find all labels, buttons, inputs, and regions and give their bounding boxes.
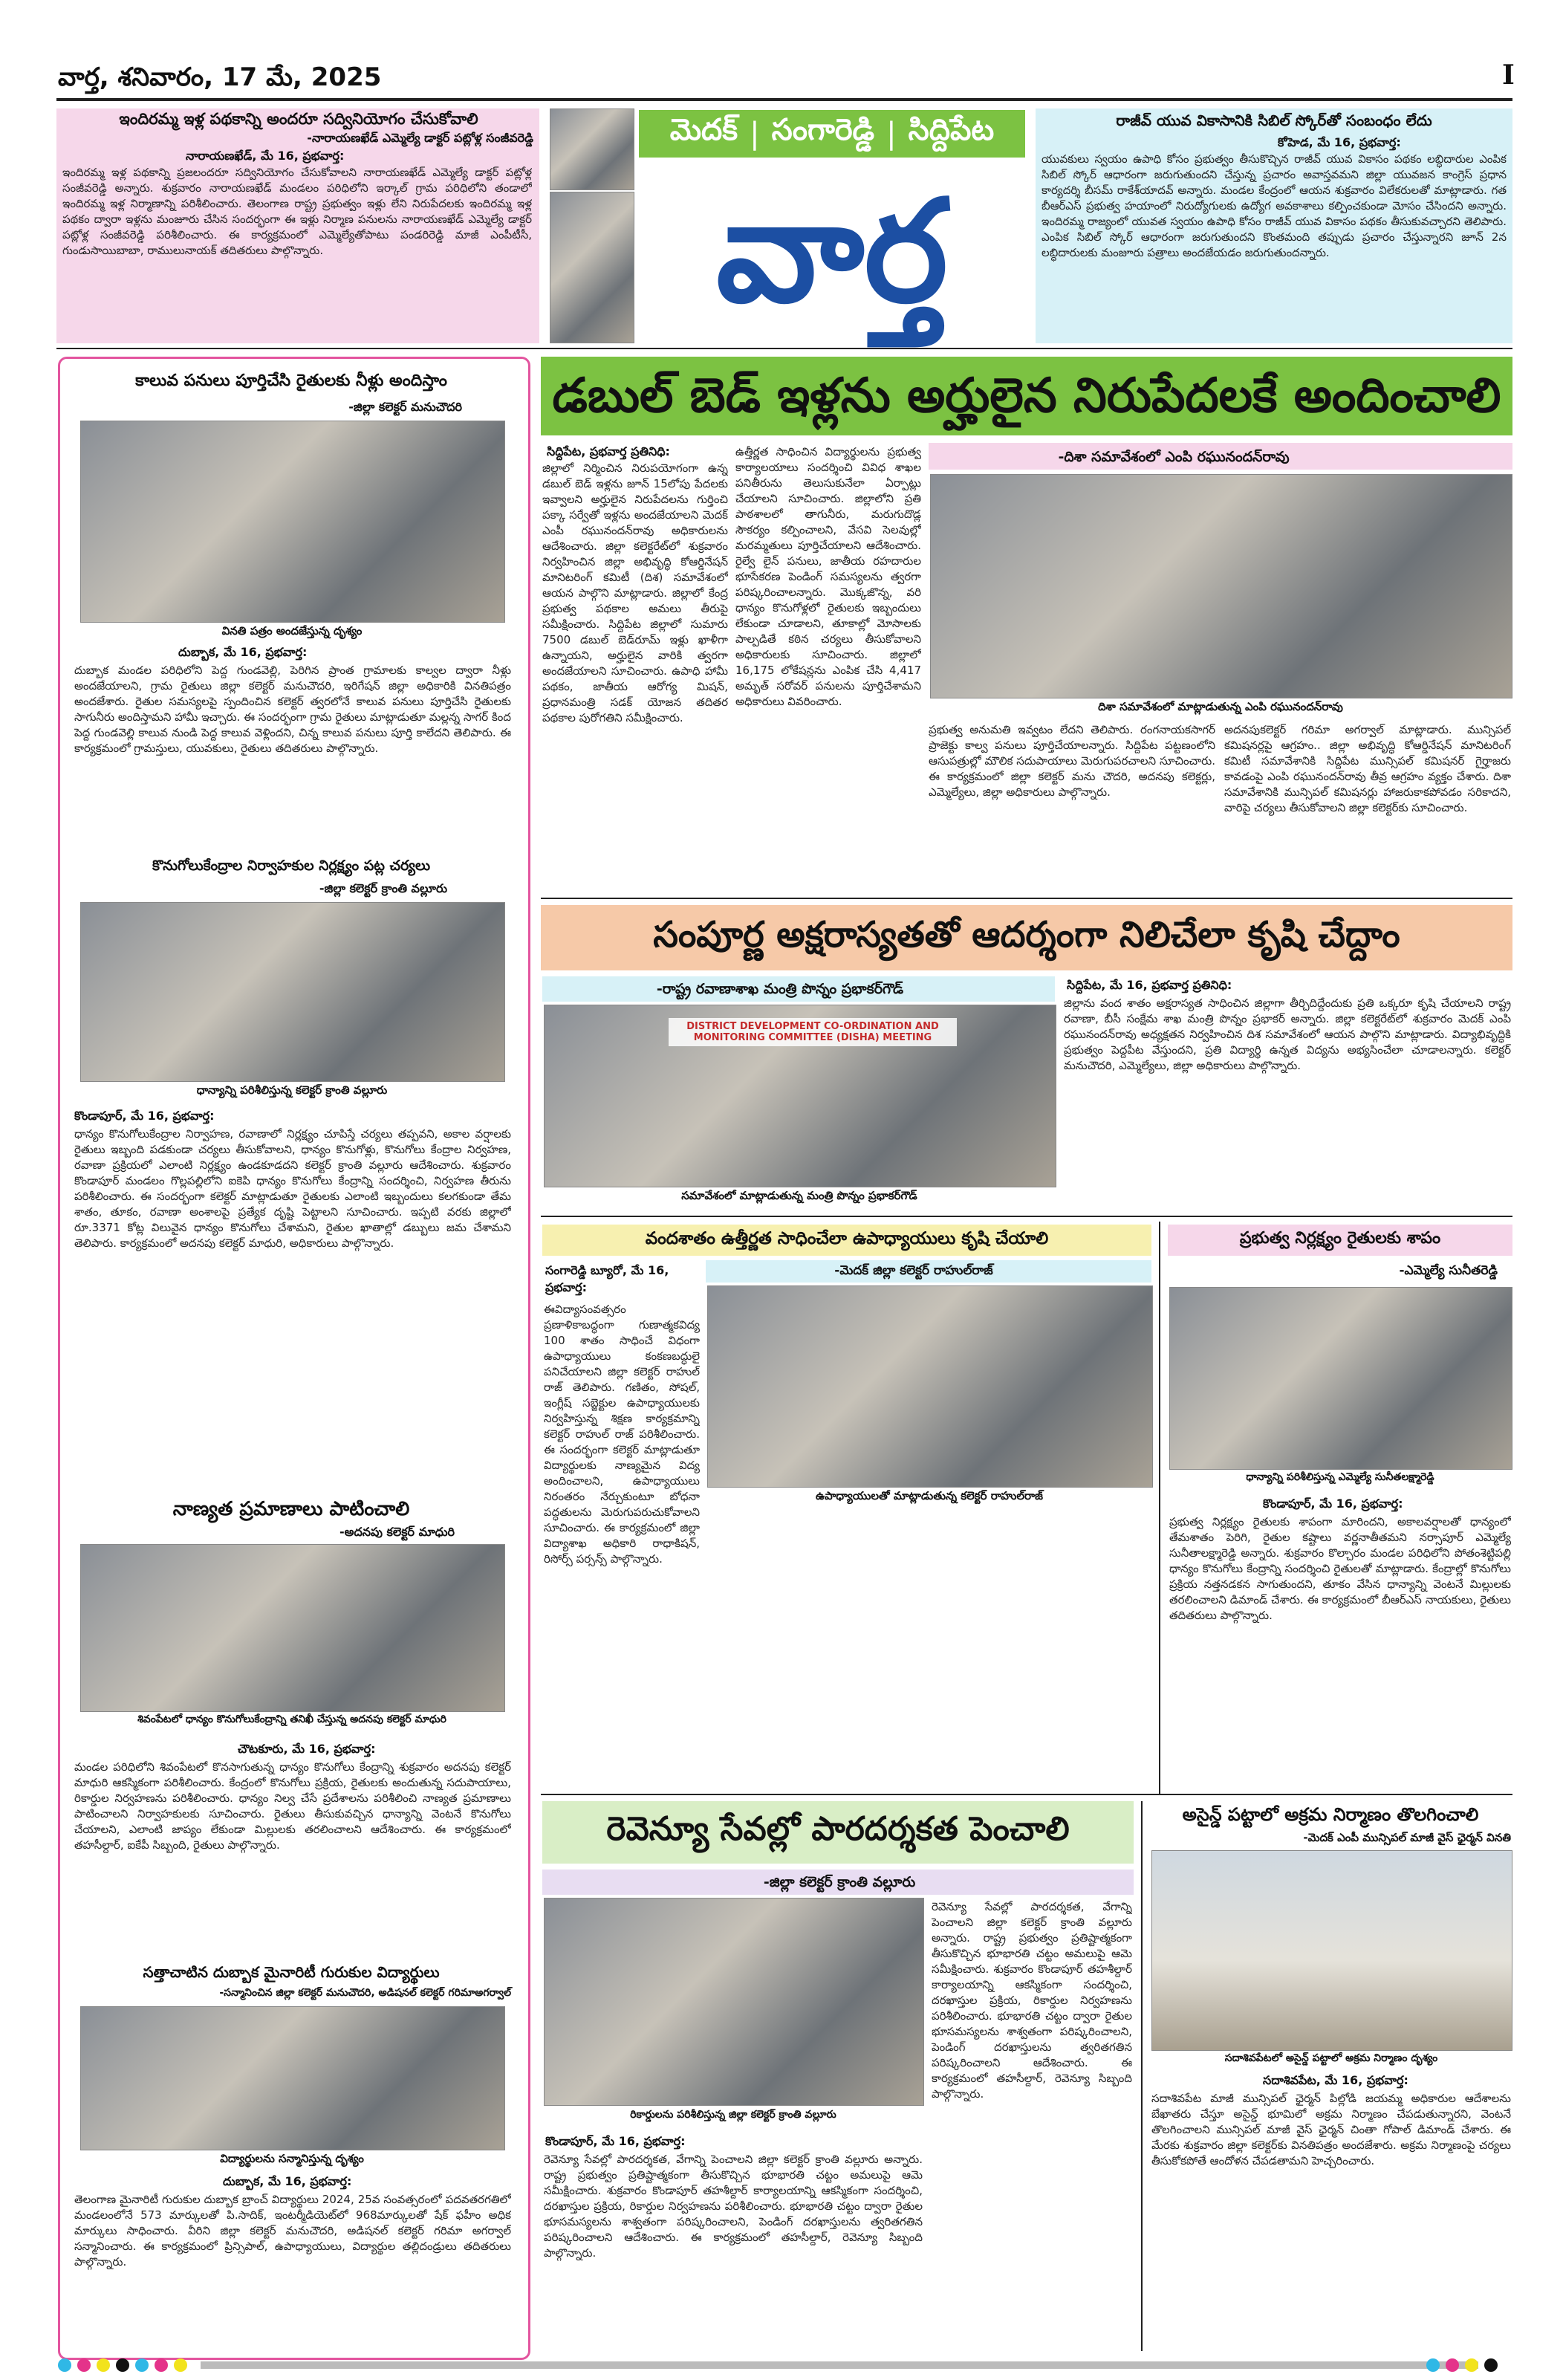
story1-headline: ఇందిరమ్మ ఇళ్ల పథకాన్ని అందరూ సద్వినియోగం చేసుకోవాలి [119,110,478,128]
reg-dot-yellow-2 [174,2358,187,2372]
left2-text: ధాన్యం కొనుగోలుకేంద్రాల నిర్వాహణ, రవాణాలో నిర్లక్ష్యం చూపిస్తే చర్యలు తప్పవని, అకాల వర్షాలకు రైతులు ఇబ్బంది పడకుండా చర్యలు తీసుకోవాలని, ధాన్యం కొనుగోళ్లు, కొనుగోలు కేంద్రాల నిర్వహణ, రవాణా ప్రక్రియలో ఎలాంటి నిర్లక్ష్యం ఉండకూడదని కలెక్టర్ క్రాంతి వల్లూరు ఆదేశించారు. శుక్రవారం కొండాపూర్ మండలం గొల్లపల్లిలోని ఐకెపి ధాన్యం కొనుగోలు కేంద్రాన్ని సందర్శించి, నిర్వహణ తీరును పరిశీలించారు. ఈ సందర్భంగా కలెక్టర్ మాట్లాడుతూ రైతులకు ఎలాంటి ఇబ్బందులు కలగకుండా తేమ శాతం, తూకం, రవాణా అంశాలపై ప్రత్యేక దృష్టి పెట్టాలని సూచించారు. ఇప్పటి వరకు జిల్లాలో రూ.3371 కోట్ల విలువైన ధాన్యం కొనుగోలు చేశామని, రైతుల ఖాతాల్లో డబ్బులు జమ చేశామని తెలిపారు. కార్యక్రమంలో అదనపు కలెక్టర్ మాధురి, అధికారులు పాల్గొన్నారు. [74,1127,511,1250]
story2-dateline: కోహెడ, మే 16, ప్రభ‌వార్త: [1278,135,1401,149]
lead-col1: జిల్లాలో నిర్మించిన నిరుపయోగంగా ఉన్న డబుల్ బెడ్ ఇళ్లను జూన్ 15లోపు పేదలకు ఇవ్వాలని అర్హులైన నిరుపేదలను గుర్తించి పక్కా సర్వేతో ఇళ్లను అందజేయాలని మెదక్ ఎంపీ రఘునందన్‌రావు అధికారులను ఆదేశించారు. జిల్లా కలెక్టరేట్‌లో శుక్రవారం నిర్వహించిన జిల్లా అభివృద్ధి కోఆర్డినేషన్ మానిటరింగ్ కమిటీ (దిశ) సమావేశంలో ఆయన పాల్గొని మాట్లాడారు. జిల్లాలో కేంద్ర ప్రభుత్వ పథకాల అమలు తీరుపై సమీక్షించారు. సిద్దిపేట జిల్లాలో సుమారు 7500 డబుల్ బెడ్‌రూమ్ ఇళ్లు ఖాళీగా ఉన్నాయని, అర్హులైన వారికి త్వరగా అందజేయాలని సూచించారు. ఉపాధి హామీ పథకం, జాతీయ ఆరోగ్య మిషన్, ప్రధానమంత్రి సడక్ యోజన తదితర పథకాల పురోగతిని సమీక్షించారు. [542,461,728,724]
mid5-headline: అసైన్డ్ పట్టాలో అక్రమ నిర్మాణం తొలగించాలి [1182,1804,1479,1825]
mid-divider-2 [1141,1801,1143,2351]
masthead-logo: వార్త [716,168,948,334]
mid1-dateline: సిద్దిపేట, మే 16, ప్రభ‌వార్త ప్రతినిధి: [1067,978,1232,992]
left2-byline: -జిల్లా కలెక్టర్ క్రాంతి వల్లూరు [319,881,447,895]
mid1-text: జిల్లాను వంద శాతం అక్షరాస్యత సాధించిన జిల్లాగా తీర్చిదిద్దేందుకు ప్రతి ఒక్కరూ కృషి చేయాలని రాష్ట్ర రవాణా, బీసీ సంక్షేమ శాఖ మంత్రి పొన్నం ప్రభాకర్ అన్నారు. జిల్లా కలెక్టరేట్‌లో శుక్రవారం మెదక్ ఎంపి రఘునందన్‌రావు అధ్యక్షతన నిర్వహించిన దిశ సమావేశంలో ఆయన పాల్గొని మాట్లాడారు. విద్యాభివృద్ధికి ప్రభుత్వం పెద్దపీట వేస్తుందని, ప్రతి విద్యార్థి ఉన్నత విద్యను అభ్యసించేలా చూడాలన్నారు. కలెక్టర్ మనుచౌదరి, ఎమ్మెల్యేలు, జిల్లా అధికారులు పాల్గొన్నారు. [1064,996,1511,1072]
mid1-headline: సంపూర్ణ అక్షరాస్యతతో ఆదర్శంగా నిలిచేలా కృషి చేద్దాం [653,914,1400,956]
mid3-text: ప్రభుత్వ నిర్లక్ష్యం రైతులకు శాపంగా మారిందని, అకాలవర్షాలతో ధాన్యంలో తేమశాతం పెరిగి, రైతుల కష్టాలు వర్ణనాతీతమని నర్సాపూర్ ఎమ్మెల్యే సునీతాలక్ష్మారెడ్డి అన్నారు. శుక్రవారం కొల్చారం మండల పరిధిలోని పోతంశెట్టిపల్లి ధాన్యం కొనుగోలు కేంద్రాన్ని సందర్శించి రైతులతో మాట్లాడారు. కేంద్రాల్లో కొనుగోలు ప్రక్రియ నత్తనడకన సాగుతుందని, తూకం వేసిన ధాన్యాన్ని వెంటనే మిల్లులకు తరలించాలని డిమాండ్ చేశారు. ఈ కార్యక్రమంలో బీఆర్ఎస్ నాయకులు, రైతులు తదితరులు పాల్గొన్నారు. [1169,1515,1511,1622]
header-rule [56,98,1512,101]
left1-headline: కాలువ పనులు పూర్తిచేసి రైతులకు నీళ్లు అందిస్తాం [135,372,447,390]
mid5-text: సదాశివపేట మాజీ మున్సిపల్ ఛైర్మన్ పిల్లోడి జయమ్మ అధికారుల ఆదేశాలను బేఖాతరు చేస్తూ అసైన్డ్ భూమిలో అక్రమ నిర్మాణం చేపడుతున్నారని, వెంటనే తొలగించాలని మున్సిపల్ మాజీ వైస్ ఛైర్మన్ చింతా గోపాల్ డిమాండ్ చేశారు. ఈ మేరకు శుక్రవారం జిల్లా కలెక్టర్‌కు వినతిపత్రం అందజేశారు. అక్రమ నిర్మాణంపై చర్యలు తీసుకోకపోతే ఆందోళన చేపడతామని హెచ్చరించారు. [1151,2092,1511,2167]
reg-dot-magenta [77,2358,91,2372]
left2-dateline: కొండాపూర్, మే 16, ప్రభ‌వార్త: [74,1109,215,1123]
left4-dateline: దుబ్బాక, మే 16, ప్రభ‌వార్త: [223,2174,352,2188]
reg-dot-magenta-r [1446,2358,1459,2372]
mid4-text: రెవెన్యూ సేవల్లో పారదర్శకత, వేగాన్ని పెంచాలని జిల్లా కలెక్టర్ క్రాంతి వల్లూరు అన్నారు. రాష్ట్ర ప్రభుత్వం ప్రతిష్టాత్మకంగా తీసుకొచ్చిన భూభారతి చట్టం అమలుపై ఆమె సమీక్షించారు. శుక్రవారం కొండాపూర్ తహశీల్దార్ కార్యాలయాన్ని ఆకస్మికంగా సందర్శించి, దరఖాస్తుల ప్రక్రియ, రికార్డుల నిర్వహణను పరిశీలించారు. భూభారతి చట్టం ద్వారా రైతుల భూసమస్యలను శాశ్వతంగా పరిష్కరించాలని, పెండింగ్ దరఖాస్తులను త్వరితగతిన పరిష్కరించాలని ఆదేశించారు. ఈ కార్యక్రమంలో తహసీల్దార్, రెవెన్యూ సిబ్బంది పాల్గొన్నారు. [544,2153,923,2260]
mid5-caption: సదాశివపేటలో అసైన్డ్ పట్టాలో అక్రమ నిర్మాణం దృశ్యం [1224,2052,1438,2064]
mid1-rule [541,1216,1512,1217]
mid2-headline: వందశాతం ఉత్తీర్ణత సాధించేలా ఉపాధ్యాయులు కృషి చేయాలి [645,1229,1049,1248]
left1-byline: -జిల్లా కలెక్టర్ మనుచౌదరి [348,400,462,414]
lead-rule [541,898,1512,899]
left4-headline: సత్తాచాటిన దుబ్బాక మైనారిటీ గురుకుల విద్యార్థులు [143,1963,440,1981]
mid1-photo-banner: DISTRICT DEVELOPMENT CO-ORDINATION AND MONITORING COMMITTEE (DISHA) MEETING [669,1018,957,1046]
left3-caption: శివంపేటలో ధాన్యం కొనుగోలుకేంద్రాన్ని తనిఖీ చేస్తున్న అదనపు కలెక్టర్ మాధురి [137,1713,446,1725]
mid4-dateline: కొండాపూర్, మే 16, ప్రభ‌వార్త: [545,2134,686,2148]
mid1-byline: -రాష్ట్ర రవాణాశాఖ మంత్రి పొన్నం ప్రభాకర్‌గౌడ్ [656,981,904,997]
left4-text: తెలంగాణ మైనారిటీ గురుకుల దుబ్బాక బ్రాంచ్ విద్యార్థులు 2024, 25వ సంవత్సరంలో పదవతరగతిలో మండలంలోనే 573 మార్కులతో పి.సాదిక్, ఇంటర్మీడియెట్‌లో 968మార్కులతో షేక్ ఫహీం అధిక మార్కులు సాధించారు. వీరిని జిల్లా కలెక్టర్ మనుచౌదరి, అడిషనల్ కలెక్టర్ గరిమా అగర్వాల్ సన్మానించారు. ఈ కార్యక్రమంలో ప్రిన్సిపాల్, ఉపాధ్యాయులు, విద్యార్థుల తల్లిదండ్రులు తదితరులు పాల్గొన్నారు. [74,2193,511,2269]
masthead-photo-1 [550,108,634,190]
left2-caption: ధాన్యాన్ని పరిశీలిస్తున్న కలెక్టర్ క్రాంతి వల్లూరు [196,1083,388,1097]
mid4-photo [544,1898,924,2106]
reg-dot-cyan [58,2358,71,2372]
left1-dateline: దుబ్బాక, మే 16, ప్రభ‌వార్త: [178,645,308,659]
lead-col2: ఉత్తీర్ణత సాధించిన విద్యార్థులను ప్రభుత్వ కార్యాలయాలు సందర్శించి వివిధ శాఖల పనితీరును తెలుసుకునేలా ఏర్పాట్లు చేయాలని సూచించారు. జిల్లాలోని ప్రతి పాఠశాలలో తాగునీరు, మరుగుదొడ్ల సౌకర్యం కల్పించాలని, వేసవి సెలవుల్లో మరమ్మతులు పూర్తిచేయాలని ఆదేశించారు. రైల్వే లైన్ పనులు, జాతీయ రహదారుల భూసేకరణ పెండింగ్ సమస్యలను త్వరగా పరిష్కరించాలన్నారు. మొక్కజొన్న, వరి ధాన్యం కొనుగోళ్లలో రైతులకు ఇబ్బందులు లేకుండా చూడాలని, తూకాల్లో మోసాలకు పాల్పడితే కఠిన చర్యలు తీసుకోవాలని అధికారులకు సూచించారు. జిల్లాలో 16,175 లోకేషన్లను ఎంపిక చేసి 4,417 అమృత్ సరోవర్ పనులను పూర్తిచేశామని అధికారులు వివరించారు. [735,445,921,708]
mid3-caption: ధాన్యాన్ని పరిశీలిస్తున్న ఎమ్మెల్యే సునీతలక్ష్మారెడ్డి [1246,1471,1434,1483]
left3-photo [80,1544,505,1712]
region-banner [639,110,1025,158]
region-sep-1: | [750,117,760,151]
mid3-byline: -ఎమ్మెల్యే సునీతరెడ్డి [1399,1263,1498,1278]
left3-headline: నాణ్యత ప్రమాణాలు పాటించాలి [172,1498,410,1520]
reg-dot-cyan-2 [135,2358,149,2372]
mid3-headline: ప్రభుత్వ నిర్లక్ష్యం రైతులకు శాపం [1239,1229,1441,1248]
masthead-photo-2 [550,192,634,343]
mid5-byline: -మెదక్ ఎంపీ మున్సిపల్ మాజీ వైస్ ఛైర్మన్ వినతి [1303,1831,1511,1844]
mid4-text-b: రెవెన్యూ సేవల్లో పారదర్శకత, వేగాన్ని పెంచాలని జిల్లా కలెక్టర్ క్రాంతి వల్లూరు అన్నారు. రాష్ట్ర ప్రభుత్వం ప్రతిష్టాత్మకంగా తీసుకొచ్చిన భూభారతి చట్టం అమలుపై ఆమె సమీక్షించారు. శుక్రవారం కొండాపూర్ తహశీల్దార్ కార్యాలయాన్ని ఆకస్మికంగా సందర్శించి, దరఖాస్తుల ప్రక్రియ, రికార్డుల నిర్వహణను పరిశీలించారు. భూభారతి చట్టం ద్వారా రైతుల భూసమస్యలను శాశ్వతంగా పరిష్కరించాలని, పెండింగ్ దరఖాస్తులను త్వరితగతిన పరిష్కరించాలని ఆదేశించారు. ఈ కార్యక్రమంలో తహసీల్దార్, రెవెన్యూ సిబ్బంది పాల్గొన్నారు. [932,1900,1132,2101]
reg-dot-black [116,2358,129,2372]
left2-headline: కొనుగోలుకేంద్రాల నిర్వాహకుల నిర్లక్ష్యం పట్ల చర్యలు [152,857,431,874]
footer-bar [201,2361,1478,2369]
left1-photo [80,421,505,623]
left1-caption: వినతి పత్రం అందజేస్తున్న దృశ్యం [221,624,363,638]
mid2-photo [707,1285,1153,1488]
mid1-caption: సమావేశంలో మాట్లాడుతున్న మంత్రి పొన్నం ప్రభాకర్‌గౌడ్ [681,1189,917,1202]
lead-photo [930,474,1512,698]
story1-dateline: నారాయణఖేడ్, మే 16, ప్రభ‌వార్త: [186,149,345,163]
mid2-caption: ఉపాధ్యాయులతో మాట్లాడుతున్న కలెక్టర్ రాహుల్‌రాజ్ [815,1489,1044,1502]
mid2-dateline: సంగారెడ్డి బ్యూరో, మే 16, ప్రభ‌వార్త: [545,1263,669,1294]
lead-dateline: సిద్దిపేట, ప్రభ‌వార్త ప్రతినిధి: [547,444,670,458]
header-rule-2 [56,348,1512,349]
region-3: సిద్దిపేట [908,113,995,147]
mid4-headline: రెవెన్యూ సేవల్లో పారదర్శకత పెంచాలి [606,1810,1070,1848]
reg-dot-cyan-r [1426,2358,1440,2372]
lead-col3: ప్రభుత్వ అనుమతి ఇవ్వటం లేదని తెలిపారు. రంగనాయకసాగర్ ప్రాజెక్టు కాల్వ పనులు పూర్తిచేయాలన్నారు. సిద్దిపేట పట్టణంలోని ఆసుపత్రుల్లో మౌలిక సదుపాయాలు మెరుగుపరచాలని సూచించారు. ఈ కార్యక్రమంలో జిల్లా కలెక్టర్ మను చౌదరి, అదనపు కలెక్టర్లు, ఎమ్మెల్యేలు, జిల్లా అధికారులు పాల్గొన్నారు. [929,723,1215,799]
region-2: సంగారెడ్డి [771,113,875,147]
left3-text: మండల పరిధిలోని శివంపేటలో కొనసాగుతున్న ధాన్యం కొనుగోలు కేంద్రాన్ని శుక్రవారం అదనపు కలెక్టర్ మాధురి ఆకస్మికంగా పరిశీలించారు. కేంద్రంలో కొనుగోలు ప్రక్రియ, రైతులకు అందుతున్న సదుపాయాలు, రికార్డుల నిర్వహణను పరిశీలించారు. ధాన్యం నిల్వ చేసే ప్రదేశాలను పరిశీలించి నాణ్యత ప్రమాణాలు పాటించాలని నిర్వాహకులకు సూచించారు. రైతులు తీసుకువచ్చిన ధాన్యాన్ని వెంటనే కొనుగోలు చేయాలని, ఎలాంటి జాప్యం లేకుండా మిల్లులకు తరలించాలని ఆదేశించారు. ఈ కార్యక్రమంలో తహసీల్దార్, ఐకేపీ సిబ్బంది, రైతులు పాల్గొన్నారు. [74,1760,511,1852]
mid4-byline: -జిల్లా కలెక్టర్ క్రాంతి వల్లూరు [763,1874,916,1890]
mid2-rule [541,1794,1512,1795]
mid5-photo [1151,1850,1512,2051]
story2-headline: రాజీవ్ యువ వికాసానికి సిబిల్ స్కోర్‌తో సంబంధం లేదు [1116,111,1432,129]
lead-headline: డబుల్ బెడ్ ఇళ్లను అర్హులైన నిరుపేదలకే అందించాలి [552,369,1501,424]
left4-byline: -సన్మానించిన జిల్లా కలెక్టర్ మనుచౌదరి, అడిషనల్ కలెక్టర్ గరిమాఅగర్వాల్ [219,1987,511,1999]
story2-text: యువకులు స్వయం ఉపాధి కోసం ప్రభుత్వం తీసుకొచ్చిన రాజీవ్ యువ వికాసం పథకం లబ్ధిదారుల ఎంపిక సిబిల్ స్కోర్ ఆధారంగా జరుగుతుందని చేస్తున్న ప్రచారం అవాస్తవమని జిల్లా యువజన కాంగ్రెస్ ప్రధాన కార్యదర్శి బీసమ్ రాకేశ్‌యాదవ్ అన్నారు. మండల కేంద్రంలో ఆయన శుక్రవారం విలేకరులతో మాట్లాడారు. గత బీఆర్ఎస్ ప్రభుత్వ హయాంలో నిరుద్యోగులకు ఉద్యోగ అవకాశాలు కల్పించకుండా మోసం చేసిందని అన్నారు. ఇందిరమ్మ రాజ్యంలో యువత స్వయం ఉపాధి కోసం రాజీవ్ యువ వికాసం పథకం తీసుకువచ్చారని తెలిపారు. ఎంపిక సిబిల్ స్కోర్ ఆధారంగా జరుగుతుందని కొంతమంది తప్పుడు ప్రచారం చేస్తున్నారని జూన్ 2న లబ్ధిదారులకు మంజూరు పత్రాలు అందజేయడం జరుగుతుందన్నారు. [1042,152,1507,259]
reg-dot-black-r [1484,2358,1498,2372]
reg-dot-yellow [97,2358,110,2372]
region-sep-2: | [886,117,897,151]
reg-dot-yellow-r [1465,2358,1478,2372]
story1-byline: -నారాయణఖేడ్ ఎమ్మెల్యే డాక్టర్ పట్లోళ్ల సంజీవరెడ్డి [307,131,533,145]
left4-photo [80,2006,505,2150]
left1-text: దుబ్బాక మండల పరిధిలోని పెద్ద గుండవెల్లి, పెరిగిన ప్రాంత గ్రామాలకు కాల్వల ద్వారా నీళ్లు అందజేయాలని, గ్రామ రైతులు జిల్లా కలెక్టర్ మనుచౌదరి, ఇరిగేషన్ జిల్లా అధికారికి వినతిపత్రం అందజేశారు. రైతుల సమస్యలపై స్పందించిన కలెక్టర్ త్వరలోనే కాలువ పనులు పూర్తిచేసి రైతులకు సాగునీరు అందిస్తామని హామీ ఇచ్చారు. ఈ సందర్భంగా గ్రామ రైతులు మాట్లాడుతూ మల్లన్న సాగర్ కింద పెద్ద గుండవెల్లి కాలువ నుండి పెద్ద కాలువ వెళ్లిందని, చిన్న కాలువ పనులు పూర్తి కాలేదని తెలిపారు. ఈ కార్యక్రమంలో గ్రామస్తులు, యువకులు, రైతులు తదితరులు పాల్గొన్నారు. [74,664,511,755]
date-line: వార్త, శనివారం, 17 మే, 2025 [58,62,382,92]
page-number: I [1502,59,1515,91]
mid2-text-a: ఈవిద్యాసంవత్సరం ప్రణాళికాబద్ధంగా గుణాత్మకవిద్య 100 శాతం సాధించే విధంగా ఉపాధ్యాయులు కంకణబద్ధులై పనిచేయాలని జిల్లా కలెక్టర్ రాహుల్ రాజ్ తెలిపారు. గణితం, సోషల్, ఇంగ్లీష్ సబ్జెక్టుల ఉపాధ్యాయులకు నిర్వహిస్తున్న శిక్షణ కార్యక్రమాన్ని కలెక్టర్ రాహుల్ రాజ్ పరిశీలించారు. ఈ సందర్భంగా కలెక్టర్ మాట్లాడుతూ విద్యార్థులకు నాణ్యమైన విద్య అందించాలని, ఉపాధ్యాయులు నిరంతరం నేర్చుకుంటూ బోధనా పద్ధతులను మెరుగుపరుచుకోవాలని సూచించారు. ఈ కార్యక్రమంలో జిల్లా విద్యాశాఖ అధికారి రాధాకిషన్, రిసోర్స్ పర్సన్స్ పాల్గొన్నారు. [544,1303,700,1566]
lead-byline: -దిశా సమావేశంలో ఎంపి రఘునందన్‌రావు [1058,449,1290,465]
lead-photo-caption: దిశా సమావేశంలో మాట్లాడుతున్న ఎంపి రఘునందన్‌రావు [1098,700,1343,713]
left2-photo [80,902,505,1082]
left4-caption: విద్యార్థులను సన్మానిస్తున్న దృశ్యం [220,2152,364,2165]
mid4-caption: రికార్డులను పరిశీలిస్తున్న జిల్లా కలెక్టర్ క్రాంతి వల్లూరు [630,2109,836,2121]
reg-dot-magenta-2 [155,2358,168,2372]
region-1: మెదక్ [669,113,738,147]
left3-dateline: చౌటకూరు, మే 16, ప్రభ‌వార్త: [238,1742,376,1756]
lead-col4: అదనపుకలెక్టర్ గరిమా అగర్వాల్ మాట్లాడారు. మున్సిపల్ కమిషనర్లపై ఆగ్రహం.. జిల్లా అభివృద్ధి కోఆర్డినేషన్ మానిటరింగ్ కమిటీ సమావేశానికి సిద్దిపేట మున్సిపల్ కమిషనర్ గైర్హాజరు కావడంపై ఎంపి రఘునందన్‌రావు తీవ్ర ఆగ్రహం వ్యక్తం చేశారు. దిశా సమావేశానికి మున్సిపల్ కమిషనర్లు హాజరుకాకపోవడం సరికాదని, వారిపై చర్యలు తీసుకోవాలని జిల్లా కలెక్టర్‌కు సూచించారు. [1224,723,1511,814]
mid-divider [1159,1222,1160,1794]
mid2-byline: -మెదక్ జిల్లా కలెక్టర్ రాహుల్‌రాజ్ [834,1263,993,1278]
left3-byline: -అదనపు కలెక్టర్ మాధురి [339,1525,455,1539]
mid3-dateline: కొండాపూర్, మే 16, ప్రభ‌వార్త: [1263,1497,1403,1511]
mid3-photo [1169,1287,1512,1470]
mid5-dateline: సదాశివపేట, మే 16, ప్రభ‌వార్త: [1263,2073,1408,2087]
story1-text: ఇందిరమ్మ ఇళ్ల పథకాన్ని ప్రజలందరూ సద్వినియోగం చేసుకోవాలని నారాయణఖేడ్ ఎమ్మెల్యే డాక్టర్ పట్లోళ్ల సంజీవరెడ్డి అన్నారు. శుక్రవారం నారాయణఖేడ్ మండలం పరిధిలోని ఇర్కాల్ గ్రామ పరిధిలోని తండాలో ఇందిరమ్మ ఇళ్ల నిర్మాణాన్ని పరిశీలించారు. తెలంగాణ రాష్ట్ర ప్రభుత్వం ఇళ్లు లేని నిరుపేదలకు ఇందిరమ్మ ఇళ్ల పథకం ద్వారా ఇళ్లను మంజూరు చేసిన సందర్భంగా ఈ ఇళ్లు నిర్మాణ పనులను నారాయణఖేడ్ ఎమ్మెల్యే డాక్టర్ పట్లోళ్ల సంజీవరెడ్డి పరిశీలించారు. ఈ కార్యక్రమంలో ఎమ్మెల్యేతోపాటు పండరిరెడ్డి మాజీ ఎంపీటీసీ, గుండుసాయిబాబా, రాములునాయక్ తదితరులు పాల్గొన్నారు. [62,166,532,257]
